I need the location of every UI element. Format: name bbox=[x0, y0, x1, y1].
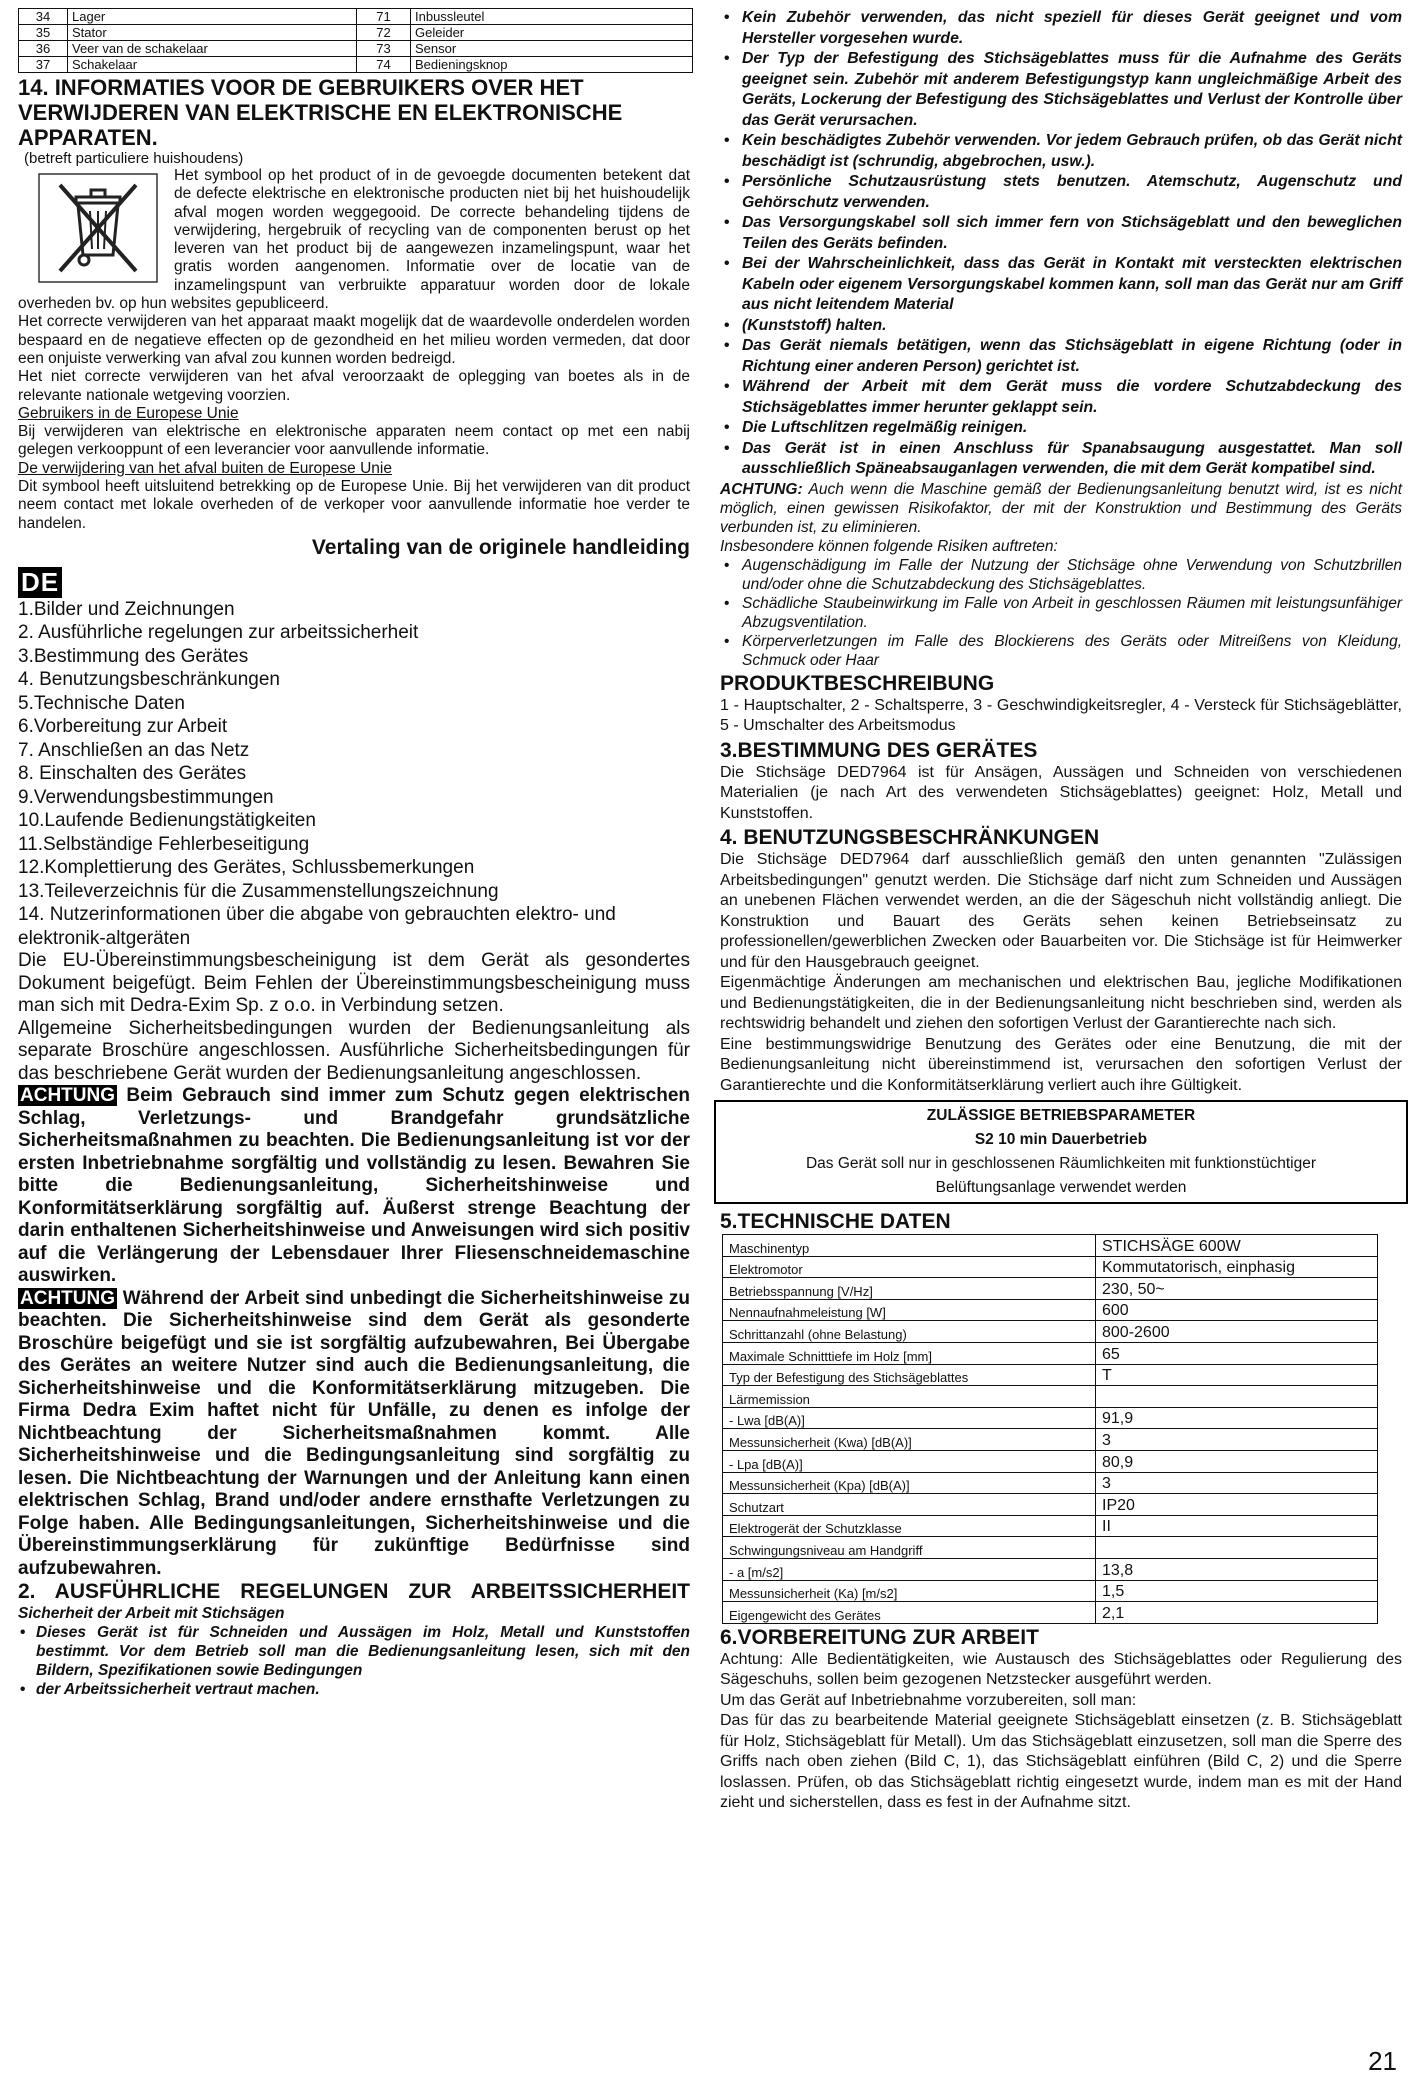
safety-bullet: • Das Versorgungskabel soll sich immer fern von Stichsägeblatt und den beweglichen Teilen des Geräts befinden. bbox=[720, 213, 1402, 254]
tech-label: Lärmemission bbox=[723, 1386, 1096, 1408]
toc-item: 12.Komplettierung des Gerätes, Schlussbemerkungen bbox=[18, 857, 475, 879]
tech-label: Nennaufnahmeleistung [W] bbox=[723, 1299, 1096, 1321]
product-description-heading: PRODUKTBESCHREIBUNG bbox=[720, 671, 995, 695]
achtung-risk-text bbox=[720, 480, 1402, 537]
safety-bullets bbox=[720, 8, 1402, 480]
tech-row bbox=[723, 1450, 1378, 1472]
section-6-p2: Um das Gerät auf Inbetriebnahme vorzubereiten, soll man: bbox=[720, 1691, 1137, 1709]
tech-row bbox=[723, 1364, 1378, 1386]
section-6-p3: Das für das zu bearbeitende Material geeignete Stichsägeblatt einsetzen (z. B. Stichsägeblatt für Holz, Stichsägeblatt für Metall). Um das Stichsägeblatt einzusetzen, soll man die Sperre des Griffs nach oben ziehen (Bild C, 1), das Stichsägeblatt einführen (Bild C, 2) und die Sperre loslassen. Prüfen, ob das Stichsägeblatt richtig eingesetzt wurde, indem man es mit der Hand zieht und sicherstellen, dass es fest in der Aufnahme sitzt. bbox=[720, 1712, 1402, 1812]
tech-label: Schrittanzahl (ohne Belastung) bbox=[723, 1321, 1096, 1343]
nl-paragraph-3: Het niet correcte verwijderen van het afval veroorzaakt de oplegging van boetes als in de relevante nationale wetgeving voorzien. bbox=[18, 368, 690, 404]
section-3-text: Die Stichsäge DED7964 ist für Ansägen, Aussägen und Schneiden von verschiedenen Materialien (je nach Art des verwendeten Stichsägeblattes) geeignet: Holz, Metall und Kunststoffen. bbox=[720, 763, 1402, 822]
tech-row bbox=[723, 1558, 1378, 1580]
parts-row bbox=[19, 9, 693, 25]
tech-row bbox=[723, 1235, 1378, 1257]
non-eu-text: Dit symbool heeft uitsluitend betrekking op de Europese Unie. Bij het verwijderen van dit product neem contact met lokale overheden of de verkoper voor aanvullende informatie hoe verder te handelen. bbox=[18, 478, 690, 532]
toc-item: 2. Ausführliche regelungen zur arbeitssicherheit bbox=[18, 622, 419, 644]
tech-row bbox=[723, 1472, 1378, 1494]
page-number: 21 bbox=[1368, 2046, 1397, 2076]
tech-value: II bbox=[1096, 1515, 1378, 1537]
tech-label: - Lwa [dB(A)] bbox=[723, 1407, 1096, 1429]
tech-row bbox=[723, 1407, 1378, 1429]
weee-block bbox=[18, 167, 690, 313]
section-4-p1: Die Stichsäge DED7964 darf ausschließlich gemäß den unten genannten "Zulässigen Arbeitsbedingungen" genutzt werden. Die Stichsäge darf nicht zum Schneiden und Aussägen an unebenen Flächen verwendet werden, an die der Sägeschuh nicht vollständig anliegt. Die Konstruktion und Bauart des Geräts sehen keinen Betriebseinsatz zu professionellen/gewerblichen Zwecken oder Bauarbeiten vor. Die Stichsäge ist für Heimwerker und für den Hausgebrauch geeignet. bbox=[720, 851, 1402, 971]
part-number: 71 bbox=[357, 9, 411, 25]
tech-label: - a [m/s2] bbox=[723, 1558, 1096, 1580]
tech-value: T bbox=[1096, 1364, 1378, 1386]
tech-value: 600 bbox=[1096, 1299, 1378, 1321]
tech-value: 3 bbox=[1096, 1472, 1378, 1494]
achtung-risk-body: Auch wenn die Maschine gemäß der Bedienungsanleitung benutzt wird, ist es nicht möglich, einen gewissen Risikofaktor, der mit der Konstruktion und Bestimmung des Geräts verbunden ist, zu eliminieren. bbox=[720, 480, 1403, 536]
nl-section-heading: 14. INFORMATIES VOOR DE GEBRUIKERS OVER HET VERWIJDEREN VAN ELEKTRISCHE EN ELEKTRONISCHE APPARATEN. bbox=[18, 75, 623, 150]
tech-label: Eigengewicht des Gerätes bbox=[723, 1602, 1096, 1624]
tech-row bbox=[723, 1429, 1378, 1451]
section-4-heading: 4. BENUTZUNGSBESCHRÄNKUNGEN bbox=[720, 826, 1100, 849]
risk-item: • Augenschädigung im Falle der Nutzung der Stichsäge ohne Verwendung von Schutzbrillen und/oder ohne die Schutzabdeckung des Stichsägeblattes. bbox=[720, 556, 1402, 594]
tech-value: 2,1 bbox=[1096, 1602, 1378, 1624]
safety-bullet: • Bei der Wahrscheinlichkeit, dass das Gerät in Kontakt mit versteckten elektrischen Kabeln oder eigenem Versorgungskabel kommen kann, soll man das Gerät nur am Griff aus nicht leitendem Material bbox=[720, 254, 1402, 316]
part-number: 35 bbox=[19, 25, 68, 41]
toc-item: 7. Anschließen an das Netz bbox=[18, 739, 250, 761]
section-2-subheading: Sicherheit der Arbeit mit Stichsägen bbox=[18, 1605, 285, 1623]
safety-bullet: • (Kunststoff) halten. bbox=[720, 316, 1402, 337]
tech-label: Schwingungsniveau am Handgriff bbox=[723, 1537, 1096, 1559]
part-name: Sensor bbox=[411, 41, 693, 57]
eu-conformity-text: Die EU-Übereinstimmungsbescheinigung ist dem Gerät als gesondertes Dokument beigefügt. Beim Fehlen der Übereinstimmungsbescheinigung muss man sich mit Dedra-Exim Sp. z o.o. in Verbindung setzen. bbox=[18, 950, 690, 1017]
tech-row bbox=[723, 1342, 1378, 1364]
achtung-label-2: ACHTUNG: bbox=[720, 480, 803, 498]
part-name: Inbussleutel bbox=[411, 9, 693, 25]
tech-value: 1,5 bbox=[1096, 1580, 1378, 1602]
section-4-p2: Eigenmächtige Änderungen am mechanischen und elektrischen Bau, jegliche Modifikationen und Bedienungstätigkeiten, die in der Bedienungsanleitung nicht beschrieben sind, werden als rechtswidrig behandelt und ziehen den sofortigen Verlust der Garantierechte nach sich. bbox=[720, 974, 1402, 1032]
risk-list bbox=[720, 556, 1402, 670]
operating-parameters-title: ZULÄSSIGE BETRIEBSPARAMETER bbox=[926, 1107, 1196, 1124]
safety-bullet: • Während der Arbeit mit dem Gerät muss die vordere Schutzabdeckung des Stichsägeblattes immer herunter geklappt sein. bbox=[720, 377, 1402, 418]
toc-item: 3.Bestimmung des Gerätes bbox=[18, 645, 249, 667]
tech-label: Maschinentyp bbox=[723, 1235, 1096, 1257]
warning-2 bbox=[18, 1288, 690, 1581]
tech-row bbox=[723, 1278, 1378, 1300]
tech-value: IP20 bbox=[1096, 1494, 1378, 1516]
safety-bullet: • Die Luftschlitzen regelmäßig reinigen. bbox=[720, 418, 1402, 439]
tech-label: - Lpa [dB(A)] bbox=[723, 1450, 1096, 1472]
toc-item: 5.Technische Daten bbox=[18, 692, 185, 714]
part-name: Stator bbox=[68, 25, 357, 41]
tech-label: Elektromotor bbox=[723, 1256, 1096, 1278]
safety-bullet: • Dieses Gerät ist für Schneiden und Aussägen im Holz, Metall und Kunststoffen bestimmt. Vor dem Betrieb soll man die Bedienungsanleitung lesen, sich mit den Bildern, Spezifikationen sowie Bedingungen bbox=[18, 1623, 690, 1680]
tech-value: 13,8 bbox=[1096, 1558, 1378, 1580]
part-number: 73 bbox=[357, 41, 411, 57]
tech-label: Betriebsspannung [V/Hz] bbox=[723, 1278, 1096, 1300]
section-3-heading: 3.BESTIMMUNG DES GERÄTES bbox=[720, 738, 1038, 762]
tech-value: 800-2600 bbox=[1096, 1321, 1378, 1343]
tech-row bbox=[723, 1580, 1378, 1602]
general-safety-text: Allgemeine Sicherheitsbedingungen wurden der Bedienungsanleitung als separate Broschüre angeschlossen. Ausführliche Sicherheitsbedingungen für das beschriebene Gerät wurden der Bedienungsanleitung angeschlossen. bbox=[18, 1017, 690, 1084]
left-column bbox=[18, 8, 690, 1699]
parts-row bbox=[19, 25, 693, 41]
warning-2-text: Während der Arbeit sind unbedingt die Sicherheitshinweise zu beachten. Die Sicherheitshinweise sind dem Gerät als gesonderte Broschüre beigefügt und sie ist sorgfältig aufzubewahren, Bei Übergabe des Gerätes an weitere Nutzer sind auch die Bedienungsanleitung, die Sicherheitshinweise und die Konformitätserklärung mitzugeben. Die Firma Dedra Exim haftet nicht für Unfälle, zu denen es infolge der Nichtbeachtung der Sicherheitsmaßnahmen kommt. Alle Sicherheitshinweise und die Bedingungsanleitung sind sorgfältig zu lesen. Die Nichtbeachtung der Warnungen und der Anleitung kann einen elektrischen Schlag, Brand und/oder andere ernsthafte Verletzungen zu Folge haben. Alle Bedingungsanleitungen, Sicherheitshinweise und die Übereinstimmungserklärung für zukünftige Bedürfnisse sind aufzubewahren. bbox=[18, 1287, 690, 1579]
operating-parameters-text: Das Gerät soll nur in geschlossenen Räumlichkeiten mit funktionstüchtiger Belüftungsanlage verwendet werden bbox=[805, 1155, 1317, 1196]
toc-item: 13.Teileverzeichnis für die Zusammenstellungszeichnung bbox=[18, 880, 499, 902]
tech-label: Elektrogerät der Schutzklasse bbox=[723, 1515, 1096, 1537]
operating-parameters-box bbox=[714, 1100, 1408, 1204]
symbol-text: Het symbool op het product of in de gevoegde documenten betekent dat de defecte elektrische en elektronische producten niet bij het huishoudelijk afval mogen worden weggegooid. De correcte behandeling tijdens de verwijdering, hergebruik of recycling van de componenten berust op het leveren van het product bij de aangewezen inzamelingspunt, waar het gratis worden aangenomen. Informatie over de locatie van de inzamelingspunt van verbruikte apparatuur worden door de lokale overheden bv. op hun websites gepubliceerd. bbox=[18, 167, 690, 313]
translation-note: Vertaling van de originele handleiding bbox=[311, 535, 690, 559]
warning-1-text: Beim Gebrauch sind immer zum Schutz gegen elektrischen Schlag, Verletzungs- und Brandgefahr grundsätzliche Sicherheitsmaßnahmen zu beachten. Die Bedienungsanleitung ist vor der ersten Inbetriebnahme sorgfältig und vollständig zu lesen. Bewahren Sie bitte die Bedienungsanleitung, Sicherheitshinweise und Konformitätserklärung sorgfältig auf. Äußerst strenge Beachtung der darin enthaltenen Sicherheitshinweise und Anweisungen wird sich positiv auf die Verlängerung der Lebensdauer Ihrer Fliesenschneidemaschine auswirken. bbox=[18, 1085, 691, 1287]
tech-value bbox=[1096, 1386, 1378, 1408]
part-name: Schakelaar bbox=[68, 57, 357, 73]
tech-value: 80,9 bbox=[1096, 1450, 1378, 1472]
parts-table bbox=[18, 8, 693, 73]
tech-row bbox=[723, 1299, 1378, 1321]
toc-item: 11.Selbständige Fehlerbeseitigung bbox=[18, 833, 310, 855]
part-number: 37 bbox=[19, 57, 68, 73]
table-of-contents bbox=[18, 598, 690, 951]
tech-row bbox=[723, 1321, 1378, 1343]
risk-item: • Schädliche Staubeinwirkung im Falle von Arbeit in geschlossen Räumen mit leistungsunfähiger Abzugsventilation. bbox=[720, 594, 1402, 632]
part-number: 74 bbox=[357, 57, 411, 73]
safety-bullet: • Das Gerät niemals betätigen, wenn das Stichsägeblatt in eigene Richtung (oder in Richtung einer anderen Person) gerichtet ist. bbox=[720, 336, 1402, 377]
safety-bullet: • Der Typ der Befestigung des Stichsägeblattes muss für die Aufnahme des Geräts geeignet sein. Zubehör mit anderem Befestigungstyp kann ungleichmäßige Arbeit des Geräts, Lockerung der Befestigung des Stichsägeblattes und Verlust der Kontrolle über das Gerät verursachen. bbox=[720, 49, 1402, 131]
tech-label: Messunsicherheit (Ka) [m/s2] bbox=[723, 1580, 1096, 1602]
eu-heading: Gebruikers in de Europese Unie bbox=[18, 404, 239, 422]
tech-value: 65 bbox=[1096, 1342, 1378, 1364]
tech-row bbox=[723, 1602, 1378, 1624]
eu-text: Bij verwijderen van elektrische en elektronische apparaten neem contact op met een nabij gelegen verkooppunt of een leverancier voor aanvullende informatie. bbox=[18, 423, 690, 459]
part-name: Geleider bbox=[411, 25, 693, 41]
safety-bullet: • Persönliche Schutzausrüstung stets benutzen. Atemschutz, Augenschutz und Gehörschutz verwenden. bbox=[720, 172, 1402, 213]
warning-1 bbox=[18, 1085, 690, 1288]
toc-item: 6.Vorbereitung zur Arbeit bbox=[18, 716, 228, 738]
tech-row bbox=[723, 1386, 1378, 1408]
section-6-p1: Achtung: Alle Bedientätigkeiten, wie Austausch des Stichsägeblattes oder Regulierung des Sägeschuhs, sollen beim gezogenen Netzstecker ausgeführt werden. bbox=[720, 1650, 1402, 1689]
tech-value bbox=[1096, 1537, 1378, 1559]
tech-row bbox=[723, 1256, 1378, 1278]
toc-item: 9.Verwendungsbestimmungen bbox=[18, 786, 274, 808]
tech-row bbox=[723, 1494, 1378, 1516]
tech-label: Maximale Schnitttiefe im Holz [mm] bbox=[723, 1342, 1096, 1364]
tech-label: Typ der Befestigung des Stichsägeblattes bbox=[723, 1364, 1096, 1386]
parts-row bbox=[19, 41, 693, 57]
tech-value: Kommutatorisch, einphasig bbox=[1096, 1256, 1378, 1278]
toc-item: 1.Bilder und Zeichnungen bbox=[18, 598, 235, 620]
part-name: Lager bbox=[68, 9, 357, 25]
household-note: (betreft particuliere huishoudens) bbox=[24, 150, 244, 167]
part-number: 34 bbox=[19, 9, 68, 25]
parts-row bbox=[19, 57, 693, 73]
tech-row bbox=[723, 1537, 1378, 1559]
language-badge-de: DE bbox=[18, 567, 62, 598]
tech-value: STICHSÄGE 600W bbox=[1096, 1235, 1378, 1257]
part-number: 72 bbox=[357, 25, 411, 41]
section-4-p3: Eine bestimmungswidrige Benutzung des Gerätes oder eine Benutzung, die mit der Bedienungsanleitung nicht übereinstimmend ist, verursachen den sofortigen Verlust der Garantierechte und die Konformitätserklärung verliert auch ihre Gültigkeit. bbox=[720, 1035, 1402, 1094]
toc-item: 8. Einschalten des Gerätes bbox=[18, 763, 247, 785]
tech-value: 91,9 bbox=[1096, 1407, 1378, 1429]
achtung-badge-2: ACHTUNG bbox=[20, 1287, 115, 1309]
tech-label: Schutzart bbox=[723, 1494, 1096, 1516]
tech-label: Messunsicherheit (Kpa) [dB(A)] bbox=[723, 1472, 1096, 1494]
part-number: 36 bbox=[19, 41, 68, 57]
section-2-bullets bbox=[18, 1623, 690, 1699]
toc-item: 10.Laufende Bedienungstätigkeiten bbox=[18, 810, 316, 832]
section-5-heading: 5.TECHNISCHE DATEN bbox=[720, 1210, 951, 1233]
safety-bullet: • der Arbeitssicherheit vertraut machen. bbox=[18, 1680, 690, 1699]
section-6-heading: 6.VORBEREITUNG ZUR ARBEIT bbox=[720, 1625, 1039, 1649]
part-name: Bedieningsknop bbox=[411, 57, 693, 73]
product-description-text: 1 - Hauptschalter, 2 - Schaltsperre, 3 - Geschwindigkeitsregler, 4 - Versteck für Stichsägeblätter, 5 - Umschalter des Arbeitsmodus bbox=[720, 696, 1402, 734]
safety-bullet: • Kein beschädigtes Zubehör verwenden. Vor jedem Gebrauch prüfen, ob das Gerät nicht beschädigt ist (schrundig, abgebrochen, usw.). bbox=[720, 131, 1402, 172]
risk-item: • Körperverletzungen im Falle des Blockierens des Geräts oder Mitreißens von Kleidung, Schmuck oder Haar bbox=[720, 632, 1402, 670]
part-name: Veer van de schakelaar bbox=[68, 41, 357, 57]
right-column bbox=[720, 8, 1402, 1814]
toc-item: 14. Nutzerinformationen über die abgabe von gebrauchten elektro- und elektronik-altgeräten bbox=[18, 904, 616, 949]
achtung-badge-1: ACHTUNG bbox=[20, 1085, 115, 1107]
operating-mode: S2 10 min Dauerbetrieb bbox=[974, 1131, 1148, 1148]
risks-intro: Insbesondere können folgende Risiken auftreten: bbox=[720, 537, 1058, 555]
tech-value: 3 bbox=[1096, 1429, 1378, 1451]
crossed-bin-icon bbox=[38, 173, 158, 283]
tech-label: Messunsicherheit (Kwa) [dB(A)] bbox=[723, 1429, 1096, 1451]
nl-paragraph-2: Het correcte verwijderen van het apparaat maakt mogelijk dat de waardevolle onderdelen worden bespaard en de negatieve effecten op de gezondheid en het milieu worden vermeden, dat door een onjuiste verwerking van afval zou kunnen worden bedreigd. bbox=[18, 313, 690, 367]
safety-bullet: • Kein Zubehör verwenden, das nicht speziell für dieses Gerät geeignet und vom Hersteller vorgesehen wurde. bbox=[720, 8, 1402, 49]
tech-row bbox=[723, 1515, 1378, 1537]
non-eu-heading: De verwijdering van het afval buiten de Europese Unie bbox=[18, 459, 392, 477]
technical-data-table bbox=[722, 1234, 1378, 1624]
tech-value: 230, 50~ bbox=[1096, 1278, 1378, 1300]
safety-bullet: • Das Gerät ist in einen Anschluss für Spanabsaugung ausgestattet. Man soll ausschließlich Späneabsauganlagen verwenden, die mit dem Gerät kompatibel sind. bbox=[720, 439, 1402, 480]
section-2-heading: 2. AUSFÜHRLICHE REGELUNGEN ZUR ARBEITSSICHERHEIT bbox=[18, 1580, 690, 1604]
toc-item: 4. Benutzungsbeschränkungen bbox=[18, 669, 280, 691]
